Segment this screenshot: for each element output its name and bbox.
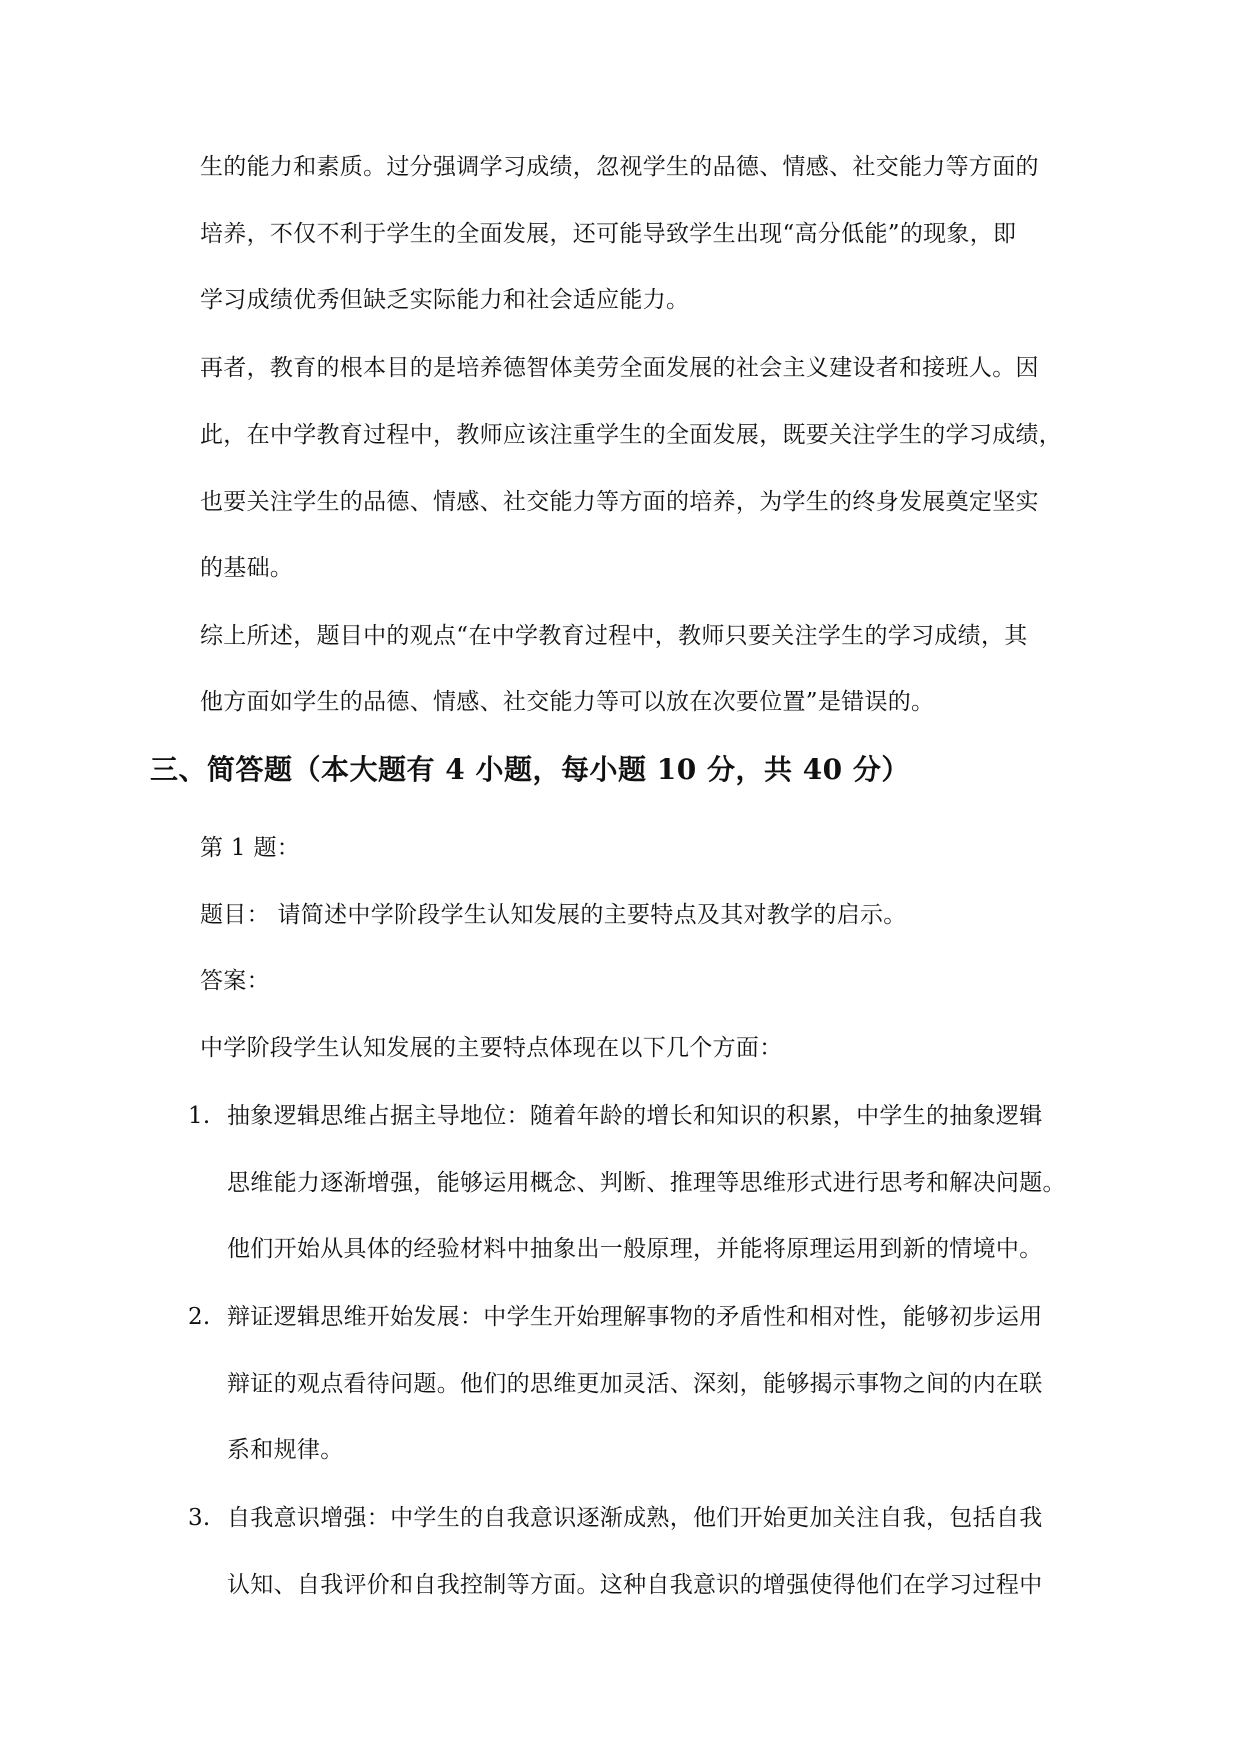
paragraph-line: 再者，教育的根本目的是培养德智体美劳全面发展的社会主义建设者和接班人。因 xyxy=(200,355,1039,381)
paragraph-line: 综上所述，题目中的观点“在中学教育过程中，教师只要关注学生的学习成绩，其 xyxy=(200,623,1028,649)
paragraph-line: 他方面如学生的品德、情感、社交能力等可以放在次要位置”是错误的。 xyxy=(200,689,935,715)
list-item-number: 3. xyxy=(188,1505,211,1531)
answer-intro: 中学阶段学生认知发展的主要特点体现在以下几个方面： xyxy=(200,1035,783,1061)
list-item-line: 他们开始从具体的经验材料中抽象出一般原理，并能将原理运用到新的情境中。 xyxy=(227,1236,1043,1262)
answer-label: 答案： xyxy=(200,968,270,994)
list-item-line: 认知、自我评价和自我控制等方面。这种自我意识的增强使得他们在学习过程中 xyxy=(227,1572,1043,1598)
paragraph-line: 学习成绩优秀但缺乏实际能力和社会适应能力。 xyxy=(200,287,690,313)
paragraph-line: 培养，不仅不利于学生的全面发展，还可能导致学生出现“高分低能”的现象，即 xyxy=(200,221,1017,247)
section-heading: 三、简答题（本大题有 4 小题，每小题 10 分，共 40 分） xyxy=(150,753,910,786)
list-item-line: 自我意识增强：中学生的自我意识逐渐成熟，他们开始更加关注自我，包括自我 xyxy=(227,1505,1043,1531)
list-item-line: 辩证逻辑思维开始发展：中学生开始理解事物的矛盾性和相对性，能够初步运用 xyxy=(227,1304,1043,1330)
list-item-line: 系和规律。 xyxy=(227,1437,344,1463)
list-item-number: 2. xyxy=(188,1304,211,1330)
list-item-line: 辩证的观点看待问题。他们的思维更加灵活、深刻，能够揭示事物之间的内在联 xyxy=(227,1371,1043,1397)
paragraph-line: 此，在中学教育过程中，教师应该注重学生的全面发展，既要关注学生的学习成绩， xyxy=(200,422,1063,448)
paragraph-line: 也要关注学生的品德、情感、社交能力等方面的培养，为学生的终身发展奠定坚实 xyxy=(200,489,1039,515)
list-item-number: 1. xyxy=(188,1103,211,1129)
paragraph-line: 的基础。 xyxy=(200,555,294,581)
question-number: 第 1 题： xyxy=(200,835,301,861)
question-prompt: 题目： 请简述中学阶段学生认知发展的主要特点及其对教学的启示。 xyxy=(200,902,907,928)
list-item-line: 思维能力逐渐增强，能够运用概念、判断、推理等思维形式进行思考和解决问题。 xyxy=(227,1170,1066,1196)
paragraph-line: 生的能力和素质。过分强调学习成绩，忽视学生的品德、情感、社交能力等方面的 xyxy=(200,154,1039,180)
list-item-line: 抽象逻辑思维占据主导地位：随着年龄的增长和知识的积累，中学生的抽象逻辑 xyxy=(227,1103,1043,1129)
